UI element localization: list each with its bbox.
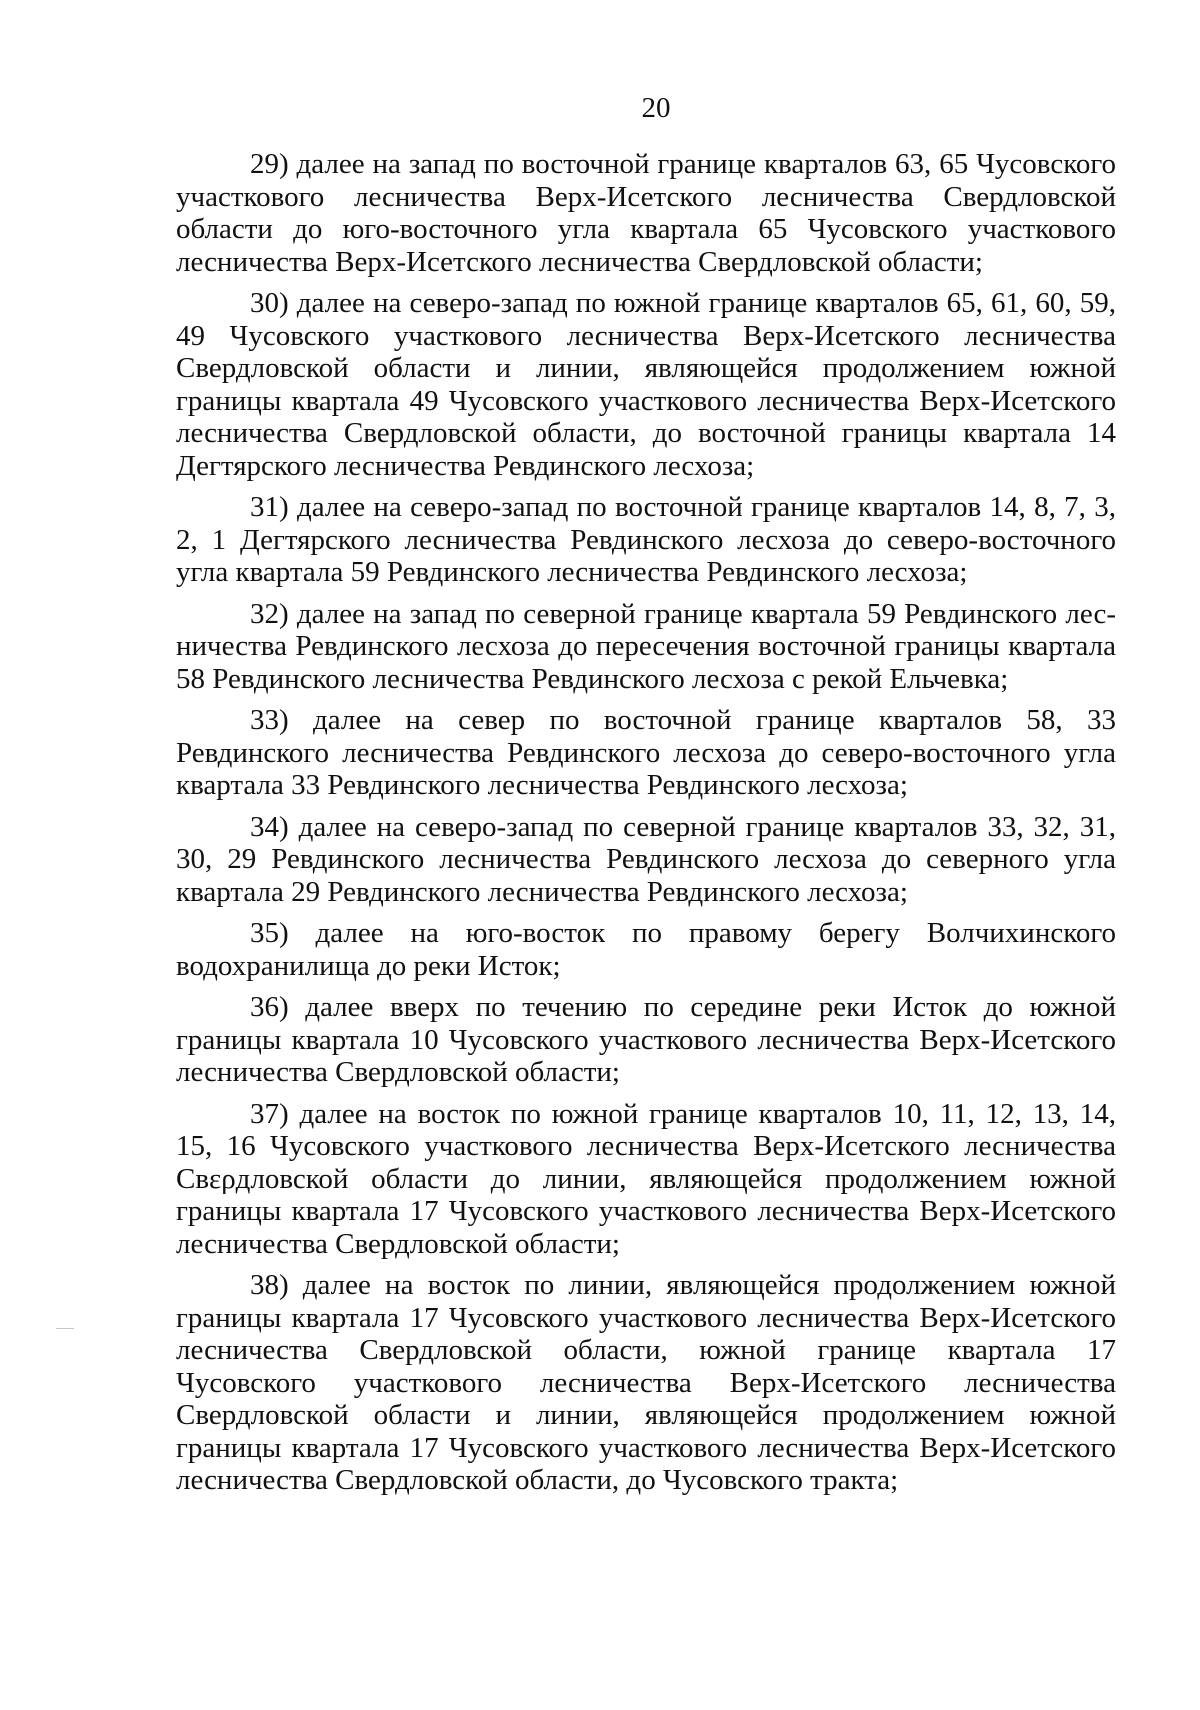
paragraph-35: 35) далее на юго-восток по правому берегу Волчихинского водохранилища до реки Исток;	[176, 917, 1116, 982]
paragraph-30: 30) далее на северо-запад по южной границе кварталов 65, 61, 60, 59, 49 Чусовского участкового лесничества Верх-Исетского лесничества Свердловской области и линии, являющейся продолжением южной границы квартала 49 Чусовского участкового лесничества Верх-Исетского лесничества Свердловской области, до восточной границы квартала 14 Дегтярского лесничества Ревдинского лесхоза;	[176, 287, 1116, 482]
paragraph-29: 29) далее на запад по восточной границе кварталов 63, 65 Чусовского участкового лесничества Верх-Исетского лесничества Свердловской области до юго-восточного угла квартала 65 Чусовского участкового лесничества Верх-Исетского лесничества Свердловской области;	[176, 148, 1116, 278]
paragraph-32: 32) далее на запад по северной границе квартала 59 Ревдинского лесничества Ревдинского лесхоза до пересечения восточной границы квартала 58 Ревдинского лесничества Ревдинского лесхоза с рекой Ельчевка;	[176, 597, 1116, 695]
document-body	[176, 148, 1116, 1506]
paragraph-38: 38) далее на восток по линии, являющейся продолжением южной границы квартала 17 Чусовского участкового лесничества Верх-Исетского лесничества Свердловской области, южной границе квартала 17 Чусовского участкового лесничества Верх-Исетского лесничества Свердловской области и линии, являющейся продолжением южной границы квартала 17 Чусовского участкового лесничества Верх-Исетского лесничества Свердловской области, до Чусовского тракта;	[176, 1269, 1116, 1496]
paragraph-36: 36) далее вверх по течению по середине реки Исток до южной границы квартала 10 Чусовского участкового лесничества Верх-Исетского лесничества Свердловской области;	[176, 991, 1116, 1088]
paragraph-33: 33) далее на север по восточной границе кварталов 58, 33 Ревдинского лесничества Ревдинского лесхоза до северо-восточного угла квартала 33 Ревдинского лесничества Ревдинского лесхоза;	[176, 704, 1116, 801]
paragraph-37: 37) далее на восток по южной границе кварталов 10, 11, 12, 13, 14, 15, 16 Чусовского участкового лесничества Верх-Исетского лесничества Свερдловской области до линии, являющейся продолжением южной границы квартала 17 Чусовского участкового лесничества Верх-Исетского лесничества Свердловской области;	[176, 1097, 1116, 1260]
scan-margin-mark	[56, 1328, 74, 1329]
paragraph-31: 31) далее на северо-запад по восточной границе кварталов 14, 8, 7, 3, 2, 1 Дегтярского лесничества Ревдинского лесхоза до северо-восточного угла квартала 59 Ревдинского лесничества Ревдинского лесхоза;	[176, 491, 1116, 588]
paragraph-34: 34) далее на северо-запад по северной границе кварталов 33, 32, 31, 30, 29 Ревдинского лесничества Ревдинского лесхоза до северного угла квартала 29 Ревдинского лесничества Ревдинского лесхоза;	[176, 810, 1116, 908]
page-number: 20	[641, 92, 671, 124]
